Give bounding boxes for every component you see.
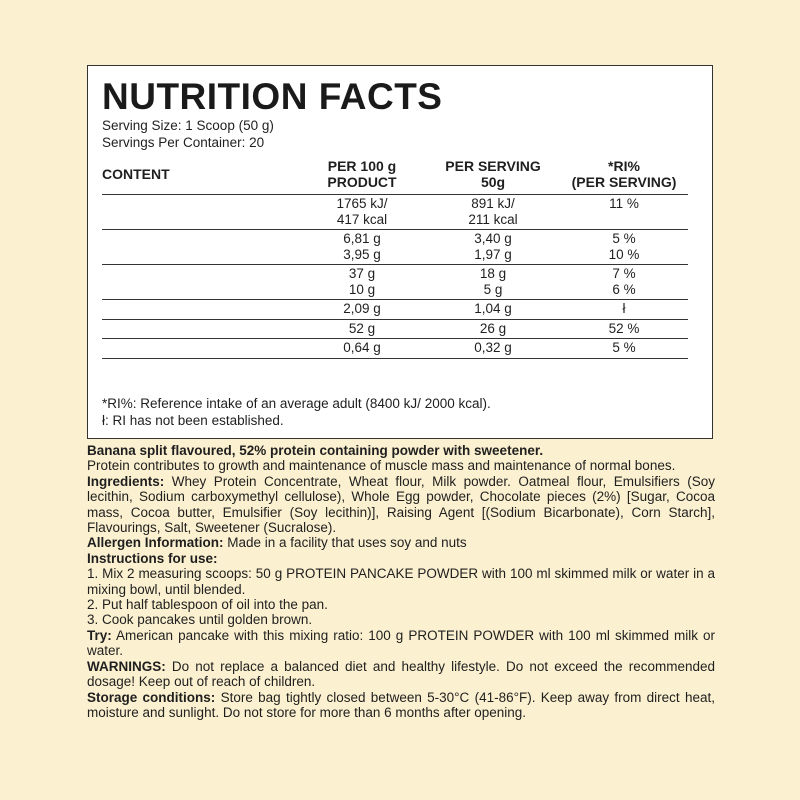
footnote-not-established: ł: RI has not been established. bbox=[102, 413, 284, 428]
per-serving-value: 891 kJ/ 211 kcal bbox=[426, 195, 560, 230]
product-description bbox=[87, 443, 715, 720]
nutrient-name bbox=[102, 265, 298, 300]
allergen-info: Allergen Information: Made in a facility that uses soy and nuts bbox=[87, 535, 467, 551]
nutrition-row bbox=[102, 319, 688, 339]
per-100g-value: 2,09 g bbox=[298, 300, 426, 320]
nutrition-facts-panel bbox=[87, 65, 713, 439]
header-per-100g: PER 100 g PRODUCT bbox=[298, 157, 426, 195]
protein-claim: Protein contributes to growth and maintenance of muscle mass and maintenance of normal bones. bbox=[87, 458, 676, 474]
nutrient-name bbox=[102, 300, 298, 320]
per-serving-value: 1,04 g bbox=[426, 300, 560, 320]
per-serving-value: 26 g bbox=[426, 319, 560, 339]
instruction-step-1: 1. Mix 2 measuring scoops: 50 g PROTEIN PANCAKE POWDER with 100 ml skimmed milk or water in a mixing bowl, until blended. bbox=[87, 566, 715, 597]
ri-value: 11 % bbox=[560, 195, 688, 230]
nutrition-row bbox=[102, 339, 688, 359]
nutrition-title: NUTRITION FACTS bbox=[102, 76, 443, 117]
nutrient-name bbox=[102, 339, 298, 359]
nutrition-row bbox=[102, 265, 688, 300]
nutrition-row bbox=[102, 230, 688, 265]
nutrition-table bbox=[102, 157, 688, 359]
instruction-step-2: 2. Put half tablespoon of oil into the pan. bbox=[87, 597, 328, 613]
ri-value: ł bbox=[560, 300, 688, 320]
nutrient-name bbox=[102, 230, 298, 265]
storage-conditions: Storage conditions: Store bag tightly closed between 5-30°C (41-86°F). Keep away from direct heat, moisture and sunlight. Do not store for more than 6 months after opening. bbox=[87, 689, 715, 720]
instructions-heading: Instructions for use: bbox=[87, 550, 218, 566]
product-headline: Banana split flavoured, 52% protein containing powder with sweetener. bbox=[87, 443, 544, 458]
warnings: WARNINGS: Do not replace a balanced diet and healthy lifestyle. Do not exceed the recommended dosage! Keep out of reach of children. bbox=[87, 658, 715, 690]
header-content: CONTENT bbox=[102, 157, 298, 195]
per-100g-value: 1765 kJ/ 417 kcal bbox=[298, 195, 426, 230]
ingredients: Ingredients: Whey Protein Concentrate, Wheat flour, Milk powder. Oatmeal flour, Emulsifiers (Soy lecithin, Sodium carboxymethyl cellulose), Whole Egg powder, Chocolate pieces (2%) [Sugar, Cocoa mass, Cocoa butter, Emulsifier (Soy lecithin)], Raising Agent [(Sodium Bicarbonate), Corn Starch], Flavourings, Salt, Sweetener (Sucralose). bbox=[87, 473, 715, 536]
servings-per-container: Servings Per Container: 20 bbox=[102, 135, 265, 150]
footnotes bbox=[102, 395, 491, 429]
header-ri: *RI% (PER SERVING) bbox=[560, 157, 688, 195]
nutrient-name bbox=[102, 319, 298, 339]
nutrition-row bbox=[102, 195, 688, 230]
ri-value: 5 % 10 % bbox=[560, 230, 688, 265]
ri-value: 7 % 6 % bbox=[560, 265, 688, 300]
nutrient-name bbox=[102, 195, 298, 230]
per-100g-value: 0,64 g bbox=[298, 339, 426, 359]
ri-value: 52 % bbox=[560, 319, 688, 339]
serving-size: Serving Size: 1 Scoop (50 g) bbox=[102, 118, 274, 133]
header-per-serving: PER SERVING 50g bbox=[426, 157, 560, 195]
try-suggestion: Try: American pancake with this mixing ratio: 100 g PROTEIN POWDER with 100 ml skimmed milk or water. bbox=[87, 627, 715, 659]
nutrition-table-header bbox=[102, 157, 688, 195]
ri-value: 5 % bbox=[560, 339, 688, 359]
nutrition-row bbox=[102, 300, 688, 320]
per-serving-value: 0,32 g bbox=[426, 339, 560, 359]
per-serving-value: 18 g 5 g bbox=[426, 265, 560, 300]
per-100g-value: 37 g 10 g bbox=[298, 265, 426, 300]
per-100g-value: 52 g bbox=[298, 319, 426, 339]
instruction-step-3: 3. Cook pancakes until golden brown. bbox=[87, 612, 313, 628]
per-100g-value: 6,81 g 3,95 g bbox=[298, 230, 426, 265]
serving-info bbox=[102, 117, 274, 151]
footnote-ri: *RI%: Reference intake of an average adult (8400 kJ/ 2000 kcal). bbox=[102, 396, 491, 411]
per-serving-value: 3,40 g 1,97 g bbox=[426, 230, 560, 265]
